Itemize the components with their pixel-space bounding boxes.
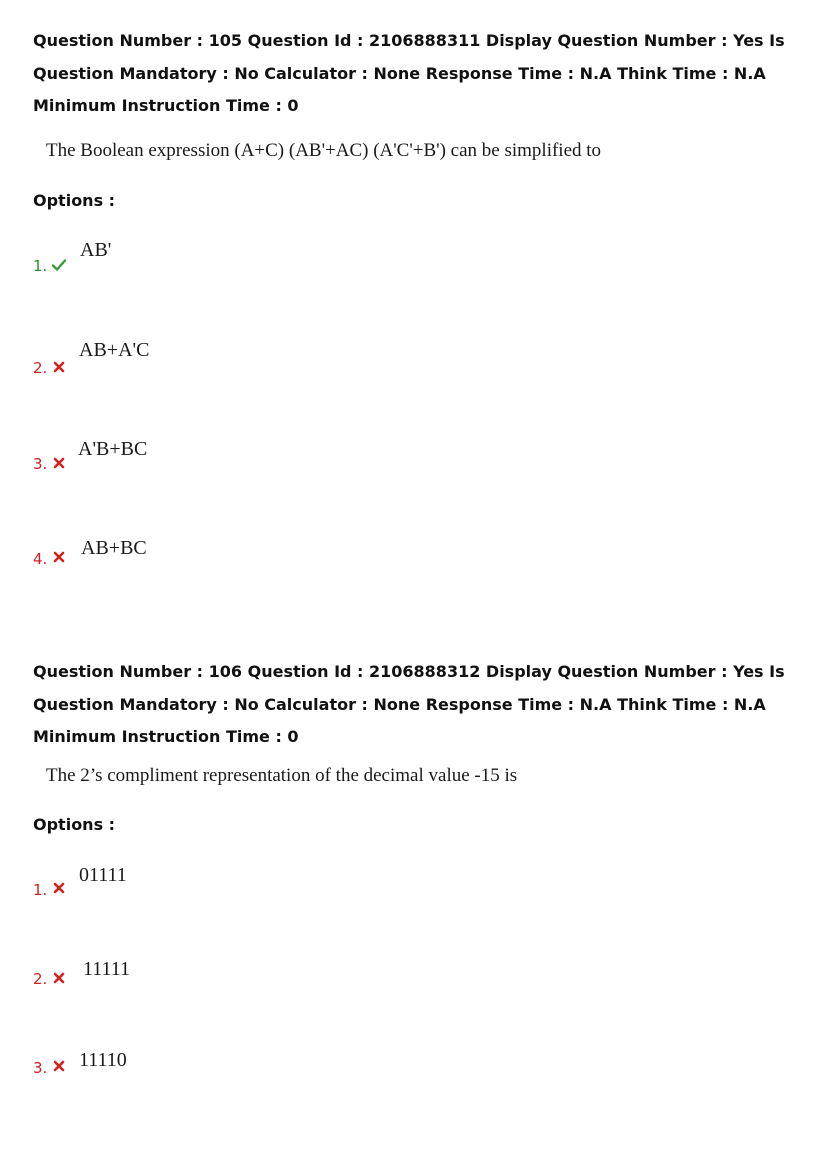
cross-icon [52,550,66,564]
option-value: AB+BC [81,537,147,559]
option-number: 2. [33,970,48,988]
question-text: The Boolean expression (A+C) (AB'+AC) (A'C'+B') can be simplified to [46,140,602,161]
option-value: 11111 [83,958,131,980]
question-text: The 2’s compliment representation of the decimal value -15 is [46,765,518,786]
option-value: 11110 [79,1049,127,1071]
option-value: A'B+BC [78,438,148,460]
cross-icon [52,881,66,895]
option-number: 4. [33,550,48,568]
question-header: Question Number : 106 Question Id : 2106888312 Display Question Number : Yes Is Question Mandatory : No Calculator : None Response Time : N.A Think Time : N.A Minimum Instruction Time : 0 [33,662,785,746]
options-heading: Options : [33,815,116,834]
option-number: 3. [33,455,48,473]
cross-icon [52,456,66,470]
check-icon [52,258,66,272]
option-value: AB+A'C [79,339,150,361]
option-number: 1. [33,881,48,899]
options-heading: Options : [33,191,116,210]
cross-icon [52,971,66,985]
option-number: 1. [33,257,48,275]
option-number: 2. [33,359,48,377]
cross-icon [52,1059,66,1073]
option-value: AB' [80,239,112,261]
option-number: 3. [33,1059,48,1077]
question-header: Question Number : 105 Question Id : 2106888311 Display Question Number : Yes Is Question Mandatory : No Calculator : None Response Time : N.A Think Time : N.A Minimum Instruction Time : 0 [33,31,785,115]
option-value: 01111 [79,864,127,886]
cross-icon [52,360,66,374]
